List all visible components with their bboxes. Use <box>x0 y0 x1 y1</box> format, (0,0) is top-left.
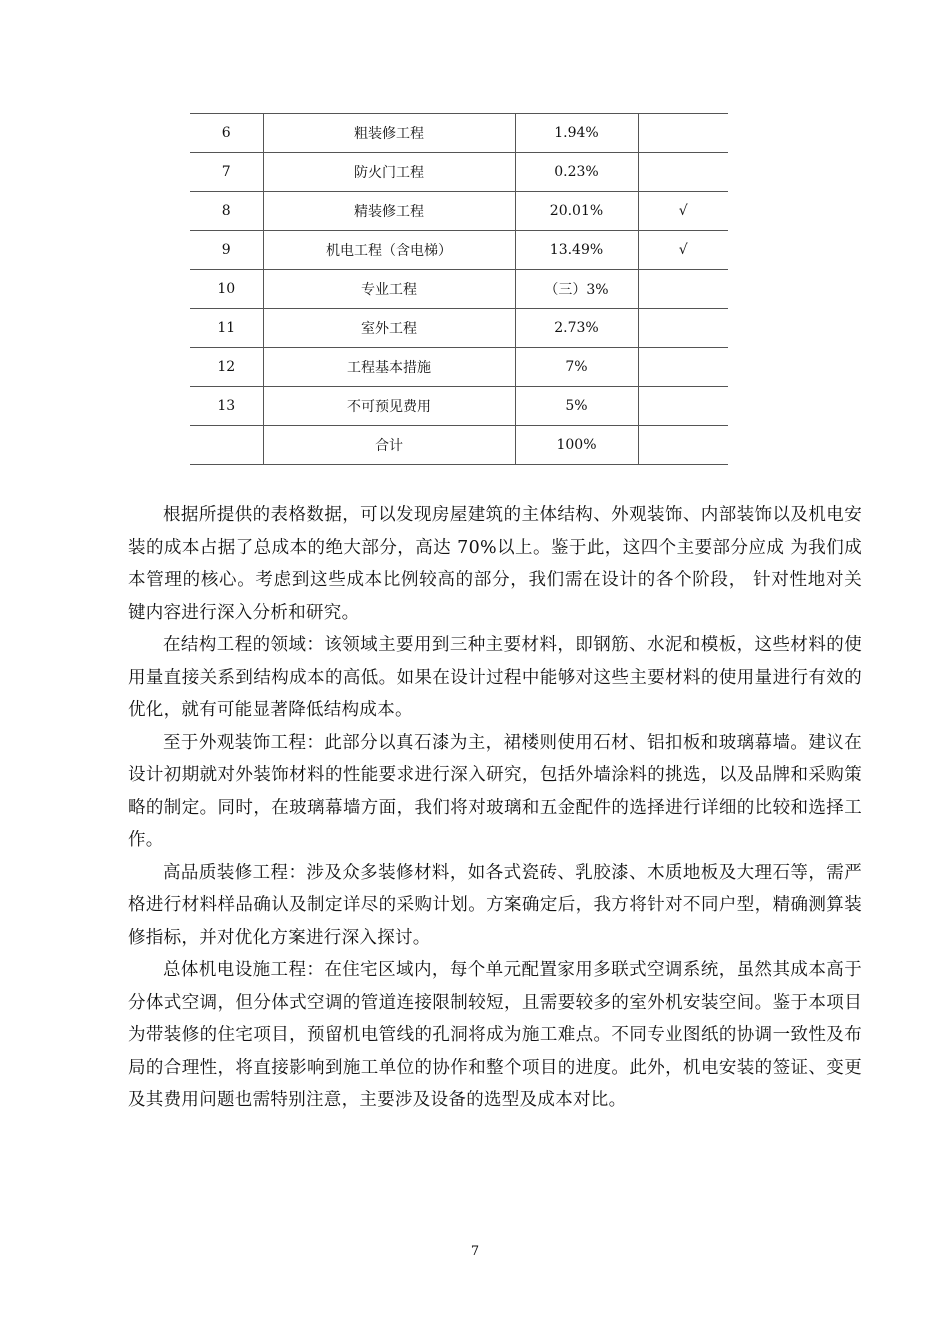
table-row <box>190 114 728 153</box>
table-row <box>190 348 728 387</box>
cost-ratio: 7% <box>515 348 638 387</box>
item-name: 不可预见费用 <box>263 387 515 426</box>
key-mark <box>638 426 728 465</box>
table-total-row <box>190 426 728 465</box>
body-text <box>128 499 862 1117</box>
cost-table <box>190 113 728 465</box>
table-row <box>190 153 728 192</box>
table-row <box>190 231 728 270</box>
item-name: 工程基本措施 <box>263 348 515 387</box>
table-row <box>190 387 728 426</box>
item-name: 专业工程 <box>263 270 515 309</box>
item-name: 粗装修工程 <box>263 114 515 153</box>
cost-ratio: （三）3% <box>515 270 638 309</box>
cost-ratio: 5% <box>515 387 638 426</box>
row-number <box>190 426 263 465</box>
row-number: 8 <box>190 192 263 231</box>
paragraph-structure: 在结构工程的领域：该领域主要用到三种主要材料，即钢筋、水泥和模板，这些材料的使用量直接关系到结构成本的高低。如果在设计过程中能够对这些主要材料的使用量进行有效的优化，就有可能显著降低结构成本。 <box>128 635 862 720</box>
item-name: 精装修工程 <box>263 192 515 231</box>
key-mark <box>638 348 728 387</box>
table-row <box>190 270 728 309</box>
item-name: 防火门工程 <box>263 153 515 192</box>
page-number: 7 <box>470 1244 480 1259</box>
row-number: 6 <box>190 114 263 153</box>
row-number: 11 <box>190 309 263 348</box>
cost-ratio: 0.23% <box>515 153 638 192</box>
key-mark: √ <box>638 192 728 231</box>
key-mark <box>638 387 728 426</box>
paragraph-fine-decoration: 高品质装修工程：涉及众多装修材料，如各式瓷砖、乳胶漆、木质地板及大理石等，需严格进行材料样品确认及制定详尽的采购计划。方案确定后，我方将针对不同户型，精确测算装修指标，并对优化方案进行深入探讨。 <box>128 862 862 948</box>
cost-ratio: 1.94% <box>515 114 638 153</box>
total-label: 合计 <box>263 426 515 465</box>
table-row <box>190 192 728 231</box>
cost-ratio: 13.49% <box>515 231 638 270</box>
row-number: 9 <box>190 231 263 270</box>
total-ratio: 100% <box>515 426 638 465</box>
table-row <box>190 309 728 348</box>
key-mark <box>638 270 728 309</box>
key-mark: √ <box>638 231 728 270</box>
cost-ratio: 20.01% <box>515 192 638 231</box>
key-mark <box>638 153 728 192</box>
row-number: 10 <box>190 270 263 309</box>
key-mark <box>638 114 728 153</box>
paragraph-cost-summary: 根据所提供的表格数据，可以发现房屋建筑的主体结构、外观装饰、内部装饰以及机电安装的成本占据了总成本的绝大部分，高达 70%以上。鉴于此，这四个主要部分应成 为我们成本管理的核心。考虑到这些成本比例较高的部分，我们需在设计的各个阶段， 针对性地对关键内容进行深入分析和研究。 <box>128 505 862 623</box>
row-number: 13 <box>190 387 263 426</box>
item-name: 室外工程 <box>263 309 515 348</box>
cost-ratio: 2.73% <box>515 309 638 348</box>
key-mark <box>638 309 728 348</box>
paragraph-exterior-decoration: 至于外观装饰工程：此部分以真石漆为主，裙楼则使用石材、铝扣板和玻璃幕墙。建议在设计初期就对外装饰材料的性能要求进行深入研究，包括外墙涂料的挑选，以及品牌和采购策略的制定。同时，在玻璃幕墙方面，我们将对玻璃和五金配件的选择进行详细的比较和选择工作。 <box>128 732 862 850</box>
cost-table-body <box>190 114 728 465</box>
paragraph-mep: 总体机电设施工程：在住宅区域内，每个单元配置家用多联式空调系统，虽然其成本高于分体式空调，但分体式空调的管道连接限制较短，且需要较多的室外机安装空间。鉴于本项目为带装修的住宅项目，预留机电管线的孔洞将成为施工难点。不同专业图纸的协调一致性及布局的合理性，将直接影响到施工单位的协作和整个项目的进度。此外，机电安装的签证、变更及其费用问题也需特别注意，主要涉及设备的选型及成本对比。 <box>128 960 862 1110</box>
row-number: 7 <box>190 153 263 192</box>
row-number: 12 <box>190 348 263 387</box>
item-name: 机电工程（含电梯） <box>263 231 515 270</box>
